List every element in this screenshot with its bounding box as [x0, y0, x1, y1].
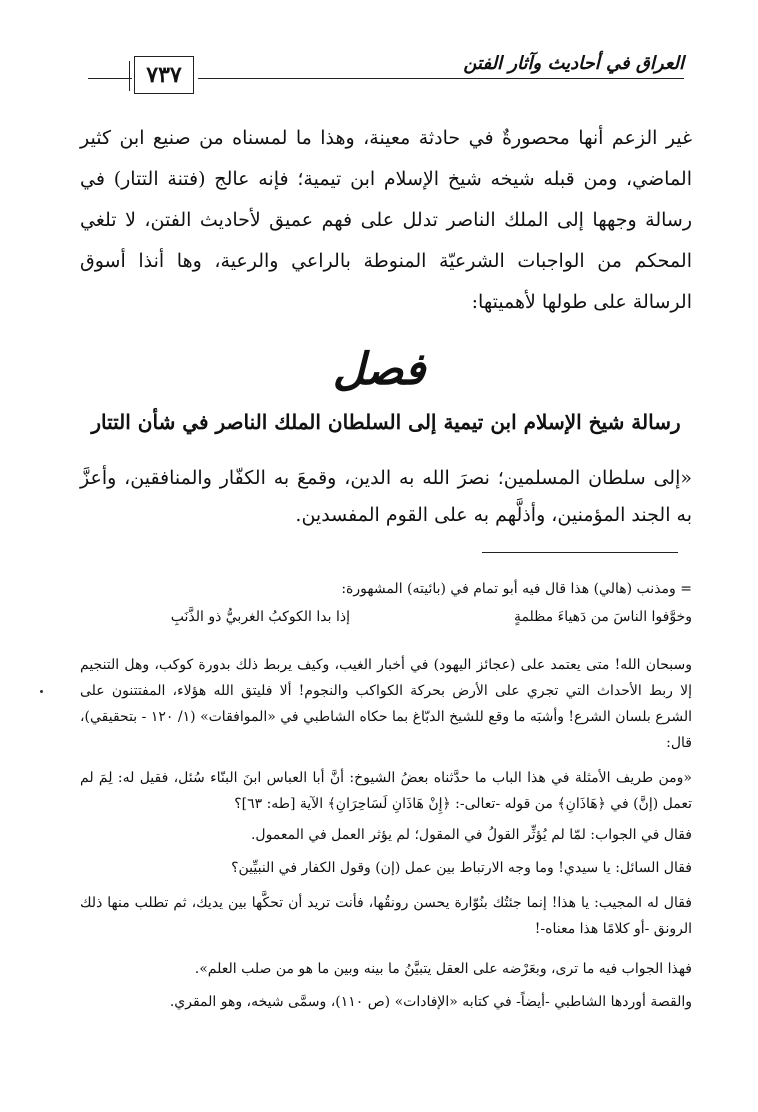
- footnote-line: فقال في الجواب: لمّا لم يُؤثِّر القولُ في المقول؛ لم يؤثر العمل في المعمول.: [250, 827, 692, 843]
- footnote-quote: «ومن طريف الأمثلة في هذا الباب ما حدَّثناه بعضُ الشيوخ: أنَّ أبا العباس ابنَ البنّاء سُئل، فقيل له: لِمَ لم تعمل (إنَّ) في ﴿هَاذَانِ﴾ من قوله -تعالى-: ﴿إِنْ هَاذَانِ لَسَاحِرَانِ﴾ الآية [طه: ٦٣]؟: [80, 770, 692, 812]
- footnote-line: فهذا الجواب فيه ما ترى، وبعَرْضه على العقل يتبيَّنُ ما بينه وبين ما هو من صلب العلم».: [194, 961, 692, 977]
- verse-first-hemistich: وخوَّفوا الناسَ من دَهياءَ مظلمةٍ: [513, 609, 692, 625]
- book-title: العراق في أحاديث وآثار الفتن: [455, 52, 684, 76]
- stray-mark: [40, 690, 43, 693]
- poetry-verse: [84, 604, 692, 630]
- footnote-line: فقال له المجيب: يا هذا! إنما جئتُك بنُوّارة يحسن رونقُها، فأنت تريد أن تحكَّها بين يديك، ثم تطلب منها ذلك الرونق -أو كلامًا هذا معناه-!: [80, 895, 692, 937]
- verse-second-hemistich: إذا بدا الكوكبُ الغربيُّ ذو الذَّنَبِ: [170, 609, 350, 625]
- section-ornament-fasl: فصل: [332, 344, 426, 395]
- running-header: [88, 52, 684, 100]
- section-title: رسالة شيخ الإسلام ابن تيمية إلى السلطان الملك الناصر في شأن التتار: [91, 410, 681, 434]
- footnote-continuation: = ومذنب (هالي) هذا قال فيه أبو تمام في (بائيته) المشهورة:: [341, 581, 692, 597]
- intro-paragraph: غير الزعم أنها محصورةٌ في حادثة معينة، وهذا ما لمسناه من صنيع ابن كثير الماضي، ومن قبله شيخه شيخ الإسلام ابن تيمية؛ فإنه عالج (فتنة التتار) في رسالة وجهها إلى الملك الناصر تدلل على فهم عميق لأحاديث الفتن، لا تلغي المحكم من الواجبات الشرعيّة المنوطة بالراعي والرعية، وها أنذا أسوق الرسالة على طولها لأهميتها:: [80, 127, 692, 313]
- footnote-line: والقصة أوردها الشاطبي -أيضاً- في كتابه «الإفادات» (ص ١١٠)، وسمَّى شيخه، وهو المقري.: [169, 994, 692, 1010]
- page-number: ٧٣٧: [134, 56, 194, 94]
- footnote-paragraph: وسبحان الله! متى يعتمد على (عجائز اليهود) في أخبار الغيب، وكيف يربط ذلك بدورة كوكب، وهل التنجيم إلا ربط الأحداث التي تجري على الأرض بحركة الكواكب والنجوم! ألا فليتق الله هؤلاء، المفتتنون على الشرع بلسان الشرع! وأشبَه ما وقع للشيخ الدبّاغ بما حكاه الشاطبي في «الموافقات» (١/ ١٢٠ - بتحقيقي)، قال:: [80, 657, 692, 751]
- footnote-divider: [482, 552, 678, 553]
- letter-opening: «إلى سلطان المسلمين؛ نصرَ الله به الدين، وقمعَ به الكفّار والمنافقين، وأعزَّ به الجند المؤمنين، وأذلَّهم به على القوم المفسدين.: [80, 467, 692, 526]
- footnote-line: فقال السائل: يا سيدي! وما وجه الارتباط بين عمل (إن) وقول الكفار في النبيِّين؟: [231, 860, 692, 876]
- header-rule-right: [198, 78, 684, 79]
- header-rule-left: [88, 78, 132, 79]
